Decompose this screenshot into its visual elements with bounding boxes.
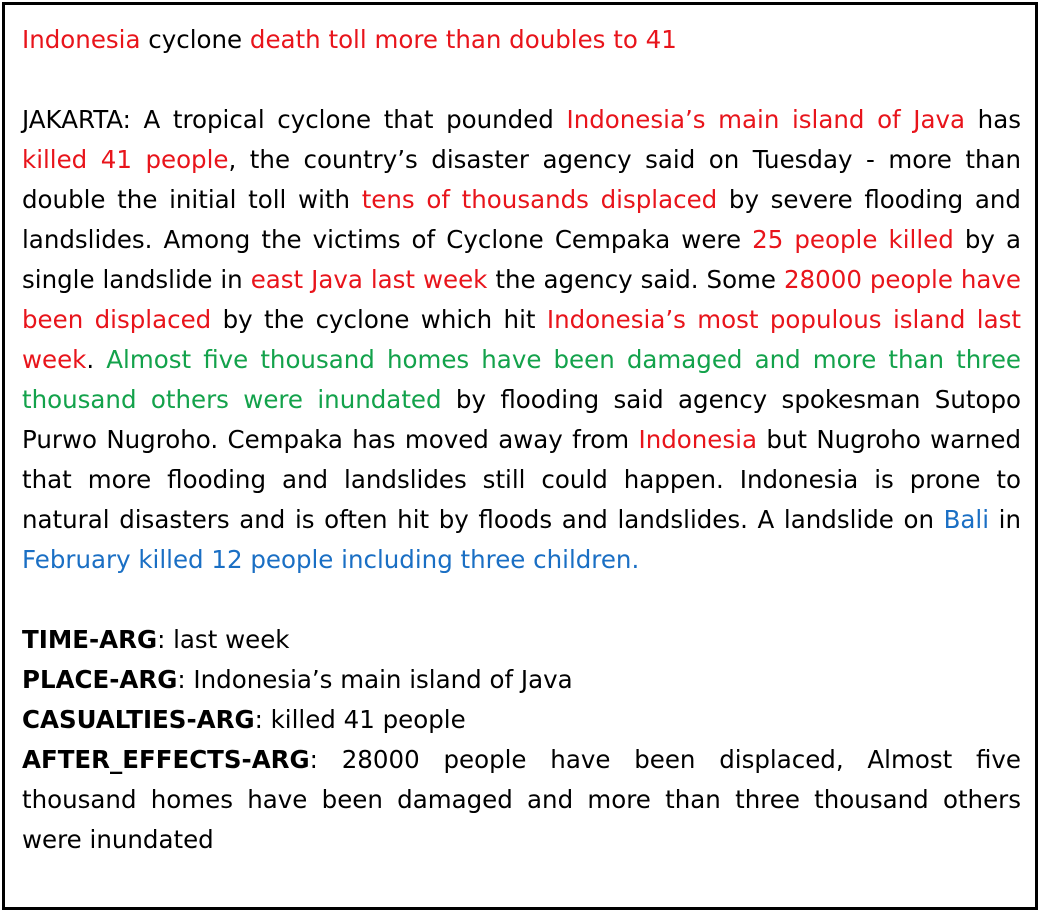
body-highlight-red: 28000 people have been displaced xyxy=(22,265,1022,334)
body-text: . xyxy=(86,345,107,374)
argument-label: PLACE-ARG xyxy=(22,665,178,694)
body-highlight-red: Indonesia’s main island of Java xyxy=(566,105,966,134)
argument-label: CASUALTIES-ARG xyxy=(22,705,255,734)
argument-line xyxy=(22,620,1021,660)
body-text: in xyxy=(989,505,1022,534)
body-highlight-red: 25 people killed xyxy=(752,225,954,254)
article-body xyxy=(22,100,1021,580)
body-highlight-red: Indonesia’s most populous island last week xyxy=(22,305,1021,374)
argument-label: AFTER_EFFECTS-ARG xyxy=(22,745,310,774)
headline-highlight-red: Indonesia xyxy=(22,25,141,54)
argument-separator: : xyxy=(157,625,166,654)
body-text: , the country’s disaster agency said on Tuesday - more than double the initial toll with xyxy=(22,145,1022,214)
argument-line xyxy=(22,660,1021,700)
body-text: by a single landslide in xyxy=(22,225,1021,294)
argument-line xyxy=(22,740,1021,860)
argument-separator: : xyxy=(309,745,318,774)
argument-separator: : xyxy=(177,665,186,694)
body-text: the agency said. Some xyxy=(487,265,784,294)
argument-line xyxy=(22,700,1021,740)
headline-highlight-red: death toll more than doubles to 41 xyxy=(249,25,677,54)
body-text: JAKARTA: A tropical cyclone that pounded xyxy=(22,105,567,134)
body-highlight-red: Indonesia xyxy=(638,425,757,454)
argument-value: Indonesia’s main island of Java xyxy=(185,665,573,694)
body-text: by the cyclone which hit xyxy=(211,305,547,334)
headline xyxy=(22,20,1021,60)
document-frame xyxy=(2,2,1038,910)
headline-text: cyclone xyxy=(140,25,250,54)
body-highlight-red: killed 41 people xyxy=(22,145,229,174)
body-highlight-green: Almost five thousand homes have been damaged and more than three thousand others were inundated xyxy=(22,345,1021,414)
body-text: has xyxy=(965,105,1021,134)
body-highlight-red: tens of thousands displaced xyxy=(361,185,718,214)
body-highlight-blue: February killed 12 people including three children. xyxy=(22,545,640,574)
body-text: by severe flooding and landslides. Among the victims of Cyclone Cempaka were xyxy=(22,185,1021,254)
body-text: by flooding said agency spokesman Sutopo Purwo Nugroho. Cempaka has moved away from xyxy=(22,385,1021,454)
body-highlight-blue: Bali xyxy=(943,505,990,534)
body-highlight-red: east Java last week xyxy=(250,265,488,294)
argument-separator: : xyxy=(254,705,263,734)
argument-value: last week xyxy=(165,625,290,654)
document-content xyxy=(22,20,1021,860)
argument-value: 28000 people have been displaced, Almost five thousand homes have been damaged and more than three thousand others were inundated xyxy=(22,745,1021,854)
argument-label: TIME-ARG xyxy=(22,625,158,654)
body-text: but Nugroho warned that more flooding and landslides still could happen. Indonesia is prone to natural disasters and is often hit by floods and landslides. A landslide on xyxy=(22,425,1021,534)
argument-value: killed 41 people xyxy=(262,705,466,734)
argument-list xyxy=(22,620,1021,860)
